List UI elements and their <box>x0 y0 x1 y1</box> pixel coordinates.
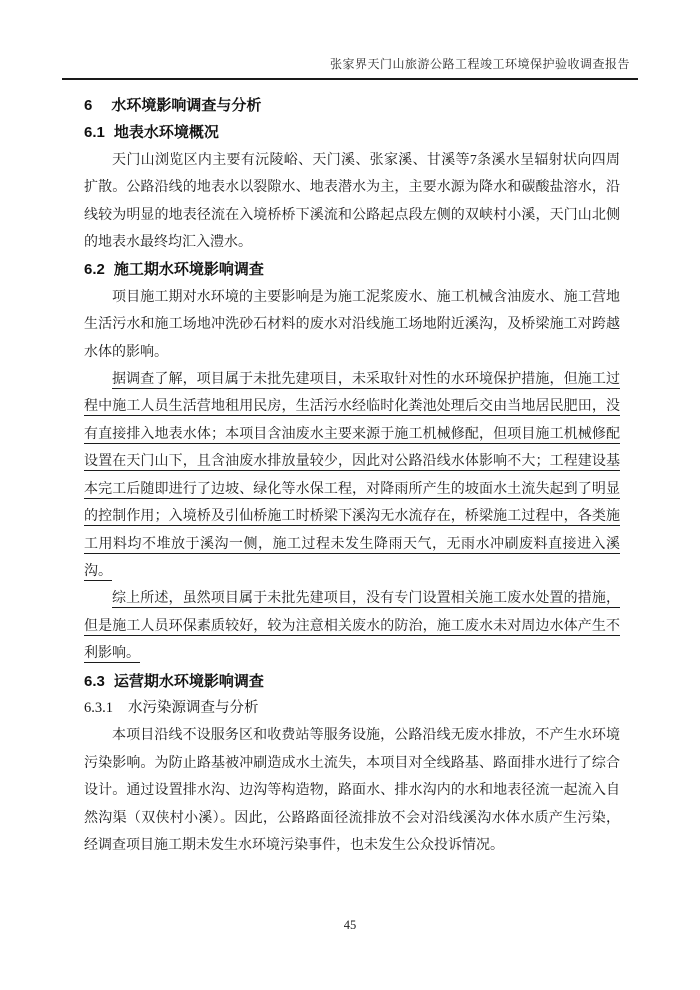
paragraph-construction-impact-intro: 项目施工期对水环境的主要影响是为施工泥浆废水、施工机械含油废水、施工营地生活污水和施工场地冲洗砂石材料的废水对沿线施工场地附近溪沟，及桥梁施工对跨越水体的影响。 <box>84 289 620 360</box>
section-heading-6-2 <box>84 256 620 283</box>
section-title: 施工期水环境影响调查 <box>113 261 264 279</box>
section-title: 水污染源调查与分析 <box>128 699 259 716</box>
section-number: 6.2 <box>84 261 105 279</box>
section-number: 6.1 <box>84 124 105 142</box>
section-number: 6.3.1 <box>84 699 113 716</box>
page-footer <box>0 918 700 933</box>
section-number: 6.3 <box>84 672 105 690</box>
page-header <box>62 0 638 80</box>
section-heading-6-3 <box>84 668 620 695</box>
paragraph-operation-pollution-analysis: 本项目沿线不设服务区和收费站等服务设施，公路沿线无废水排放，不产生水环境污染影响。为防止路基被冲刷造成水土流失，本项目对全线路基、路面排水进行了综合设计。通过设置排水沟、边沟等构造物，路面水、排水沟内的水和地表径流一起流入自然沟渠（双侠村小溪）。因此，公路路面径流排放不会对沿线溪沟水体水质产生污染，经调查项目施工期未发生水环境污染事件，也未发生公众投诉情况。 <box>84 728 620 853</box>
paragraph-construction-findings-underlined: 据调查了解，项目属于未批先建项目，未采取针对性的水环境保护措施，但施工过程中施工人员生活营地租用民房，生活污水经临时化粪池处理后交由当地居民肥田，没有直接排入地表水体；本项目含油废水主要来源于施工机械修配，但项目施工机械修配设置在天门山下，且含油废水排放量较少，因此对公路沿线水体影响不大；工程建设基本完工后随即进行了边坡、绿化等水保工程，对降雨所产生的坡面水土流失起到了明显的控制作用；入境桥及引仙桥施工时桥梁下溪沟无水流存在，桥梁施工过程中，各类施工用料均不堆放于溪沟一侧，施工过程未发生降雨天气，无雨水冲刷废料直接进入溪沟。 <box>84 372 620 579</box>
running-header-title: 张家界天门山旅游公路工程竣工环境保护验收调查报告 <box>329 57 630 71</box>
section-heading-6-1 <box>84 119 620 146</box>
paragraph-construction-summary-underlined: 综上所述，虽然项目属于未批先建项目，没有专门设置相关施工废水处置的措施，但是施工人员环保素质较好，较为注意相关废水的防治，施工废水未对周边水体产生不利影响。 <box>84 591 620 662</box>
page-number: 45 <box>343 918 357 932</box>
document-body <box>84 80 620 859</box>
section-title: 运营期水环境影响调查 <box>113 672 264 690</box>
section-title: 地表水环境概况 <box>113 124 219 142</box>
section-number: 6 <box>84 97 93 114</box>
section-heading-6-3-1 <box>84 695 620 722</box>
section-heading-6 <box>84 92 620 119</box>
paragraph-surface-water-overview: 天门山浏览区内主要有沅陵峪、天门溪、张家溪、甘溪等7条溪水呈辐射状向四周扩散。公路沿线的地表水以裂隙水、地表潜水为主，主要水源为降水和碳酸盐溶水，沿线较为明显的地表径流在入境桥桥下溪流和公路起点段左侧的双峡村小溪，天门山北侧的地表水最终均汇入澧水。 <box>84 152 620 251</box>
section-title: 水环境影响调查与分析 <box>111 97 262 114</box>
